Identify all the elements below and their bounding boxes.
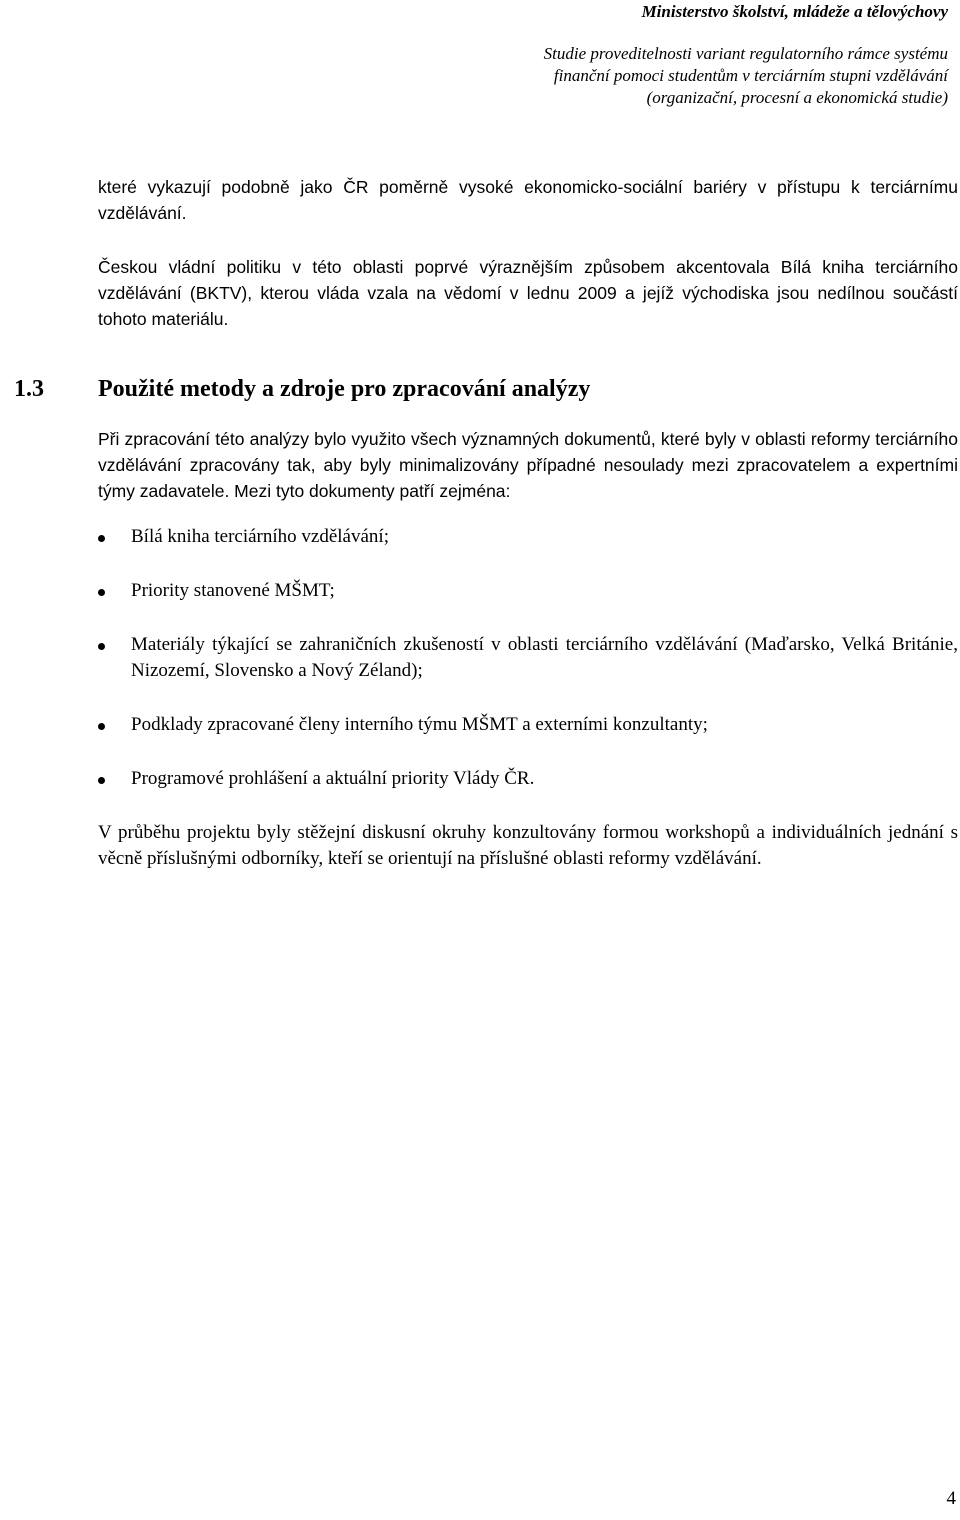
list-item	[98, 524, 958, 550]
list-item	[98, 632, 958, 684]
page-content	[14, 174, 958, 872]
study-title-line-3: (organizační, procesní a ekonomická studie)	[646, 88, 948, 107]
paragraph-methods-text: Při zpracování této analýzy bylo využito všech významných dokumentů, které byly v oblasti reformy terciárního vzdělávání zpracovány tak, aby byly minimalizovány případné nesoulady mezi zpracovatelem a expertními týmy zadavatele.	[98, 429, 958, 501]
section-title: Použité metody a zdroje pro zpracování analýzy	[98, 376, 591, 402]
bullet-icon	[98, 723, 105, 730]
bullet-icon	[98, 777, 105, 784]
source-documents-list	[98, 524, 958, 792]
paragraph-methods	[98, 426, 958, 504]
study-title-line-2: finanční pomoci studentům v terciárním stupni vzdělávání	[553, 66, 948, 85]
list-item-text: Priority stanovené MŠMT;	[131, 580, 335, 601]
list-item	[98, 766, 958, 792]
study-title-line-1: Studie proveditelnosti variant regulatorního rámce systému	[543, 44, 948, 63]
list-item-text: Podklady zpracované členy interního týmu MŠMT a externími konzultanty;	[131, 714, 708, 735]
section-heading	[14, 374, 958, 404]
paragraph-barriers: které vykazují podobně jako ČR poměrně vysoké ekonomicko-sociální bariéry v přístupu k terciárnímu vzdělávání.	[98, 177, 958, 223]
bullet-icon	[98, 589, 105, 596]
list-item-text: Bílá kniha terciárního vzdělávání;	[131, 526, 389, 547]
paragraph-methods-list-intro: Mezi tyto dokumenty patří zejména:	[229, 481, 511, 501]
section-number: 1.3	[14, 376, 44, 402]
ministry-name: Ministerstvo školství, mládeže a tělovýchovy	[641, 2, 948, 21]
list-item-text: Programové prohlášení a aktuální priority Vlády ČR.	[131, 768, 535, 789]
bullet-icon	[98, 643, 105, 650]
list-item	[98, 712, 958, 738]
list-item	[98, 578, 958, 604]
bullet-icon	[98, 535, 105, 542]
page-number: 4	[946, 1488, 956, 1509]
paragraph-workshops: V průběhu projektu byly stěžejní diskusní okruhy konzultovány formou workshopů a individuálních jednání s věcně příslušnými odborníky, kteří se orientují na příslušné oblasti reformy vzdělávání.	[98, 822, 958, 869]
page-header	[248, 0, 948, 109]
list-item-text: Materiály týkající se zahraničních zkušeností v oblasti terciárního vzdělávání (Maďarsko, Velká Británie, Nizozemí, Slovensko a Nový Zéland);	[131, 634, 958, 681]
paragraph-government-policy: Českou vládní politiku v této oblasti poprvé výraznějším způsobem akcentovala Bílá kniha terciárního vzdělávání (BKTV), kterou vláda vzala na vědomí v lednu 2009 a jejíž východiska jsou nedílnou součástí tohoto materiálu.	[98, 257, 958, 329]
